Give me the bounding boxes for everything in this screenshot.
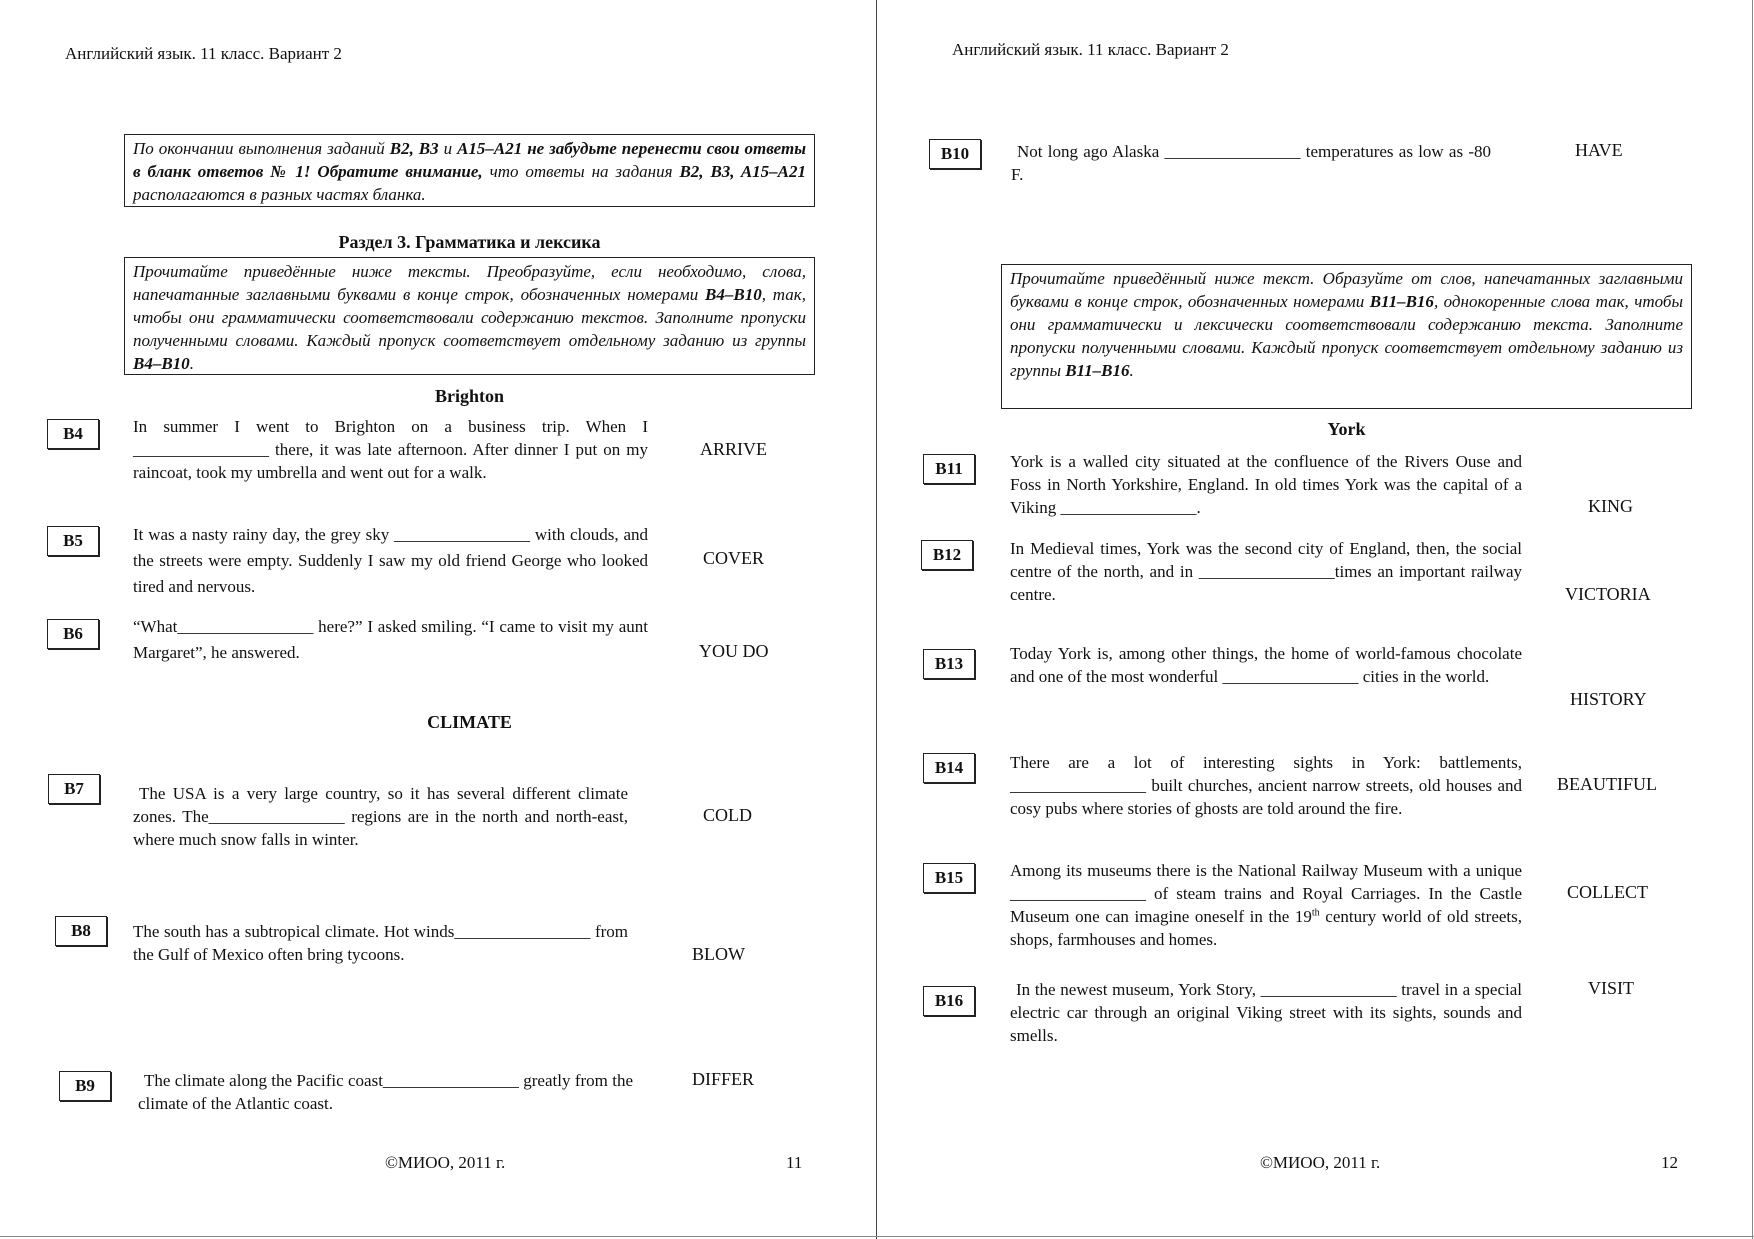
instructions-box: Прочитайте приведённый ниже текст. Образуйте от слов, напечатанных заглавными буквами в конце строк, обозначенных номерами B11–B16, однокоренные слова так, чтобы они грамматически и лексически соответствовали содержанию текста. Заполните пропуски полученными словами. Каждый пропуск соответствует отдельному заданию из группы B11–B16. — [1001, 264, 1692, 409]
page-header: Английский язык. 11 класс. Вариант 2 — [952, 40, 1229, 59]
task-label: B10 — [929, 139, 981, 169]
task-text: There are a lot of interesting sights in York: battlements, ________________ built churches, ancient narrow streets, old houses and cosy pubs where stories of ghosts are told around the fire. — [1010, 753, 1522, 818]
text-title-climate: CLIMATE — [427, 712, 512, 732]
task-text: The USA is a very large country, so it has several different climate zones. The________________ regions are in the north and north-east, where much snow falls in winter. — [133, 784, 628, 849]
text-title-brighton: Brighton — [434, 386, 504, 406]
task-label: B4 — [47, 419, 99, 449]
task-text: In the newest museum, York Story, ________________ travel in a special electric car through an original Viking street with its sights, sounds and smells. — [1010, 980, 1522, 1045]
task-label: B7 — [48, 774, 100, 804]
copyright-footer: ©МИОО, 2011 г. — [1260, 1153, 1381, 1172]
task-text: The south has a subtropical climate. Hot winds________________ from the Gulf of Mexico often bring tycoons. — [133, 922, 628, 964]
task-word: YOU DO — [699, 641, 769, 661]
page-header: Английский язык. 11 класс. Вариант 2 — [65, 44, 342, 63]
task-label: B14 — [923, 753, 975, 783]
task-text: Not long ago Alaska ________________ temperatures as low as -80 F. — [1011, 142, 1491, 184]
task-text: Today York is, among other things, the home of world-famous chocolate and one of the most wonderful ________________ cities in the world. — [1010, 644, 1522, 686]
task-word: BLOW — [692, 944, 745, 964]
task-text: York is a walled city situated at the confluence of the Rivers Ouse and Foss in North Yorkshire, England. In old times York was the capital of a Viking ________________. — [1010, 452, 1522, 517]
copyright-footer: ©МИОО, 2011 г. — [385, 1153, 506, 1172]
task-text: The climate along the Pacific coast________________ greatly from the climate of the Atlantic coast. — [138, 1071, 633, 1113]
task-text: In Medieval times, York was the second city of England, then, the social centre of the north, and in ________________times an important railway centre. — [1010, 539, 1522, 604]
task-label: B12 — [921, 540, 973, 570]
task-word: ARRIVE — [700, 439, 767, 459]
instructions-box: Прочитайте приведённые ниже тексты. Преобразуйте, если необходимо, слова, напечатанные заглавными буквами в конце строк, обозначенных номерами B4–B10, так, чтобы они грамматически соответствовали содержанию текстов. Заполните пропуски полученными словами. Каждый пропуск соответствует отдельному заданию из группы B4–B10. — [124, 257, 815, 375]
task-word: HAVE — [1575, 140, 1623, 160]
task-text: In summer I went to Brighton on a business trip. When I ________________ there, it was late afternoon. After dinner I put on my raincoat, took my umbrella and went out for a walk. — [133, 417, 648, 482]
task-label: B5 — [47, 526, 99, 556]
task-text: Among its museums there is the National Railway Museum with a unique ________________ of steam trains and Royal Carriages. In the Castle Museum one can imagine oneself in the 19th century world of old streets, shops, farmhouses and homes. — [1010, 861, 1522, 949]
notice-box: По окончании выполнения заданий B2, B3 и A15–A21 не забудьте перенести свои ответы в бланк ответов № 1! Обратите внимание, что ответы на задания B2, B3, A15–A21 располагаются в разных частях бланка. — [124, 134, 815, 207]
section-title: Раздел 3. Грамматика и лексика — [338, 232, 601, 252]
text-title-york: York — [1327, 419, 1366, 439]
task-word: VISIT — [1588, 978, 1634, 998]
task-label: B16 — [923, 986, 975, 1016]
task-label: B8 — [55, 916, 107, 946]
task-word: BEAUTIFUL — [1557, 774, 1657, 794]
task-label: B6 — [47, 619, 99, 649]
task-word: VICTORIA — [1565, 584, 1651, 604]
task-word: DIFFER — [692, 1069, 755, 1089]
page-12 — [877, 0, 1754, 1239]
task-label: B11 — [923, 454, 975, 484]
task-word: COLLECT — [1567, 882, 1648, 902]
task-word: COVER — [703, 548, 765, 568]
task-text: “What________________ here?” I asked smiling. “I came to visit my aunt Margaret”, he answered. — [133, 617, 648, 662]
page-number: 11 — [786, 1153, 803, 1172]
task-word: HISTORY — [1570, 689, 1647, 709]
task-word: COLD — [703, 805, 752, 825]
page-number: 12 — [1661, 1153, 1678, 1172]
task-word: KING — [1588, 496, 1633, 516]
task-label: B13 — [923, 649, 975, 679]
task-label: B9 — [59, 1071, 111, 1101]
task-text: It was a nasty rainy day, the grey sky ________________ with clouds, and the streets were empty. Suddenly I saw my old friend George who looked tired and nervous. — [133, 525, 648, 596]
task-label: B15 — [923, 863, 975, 893]
